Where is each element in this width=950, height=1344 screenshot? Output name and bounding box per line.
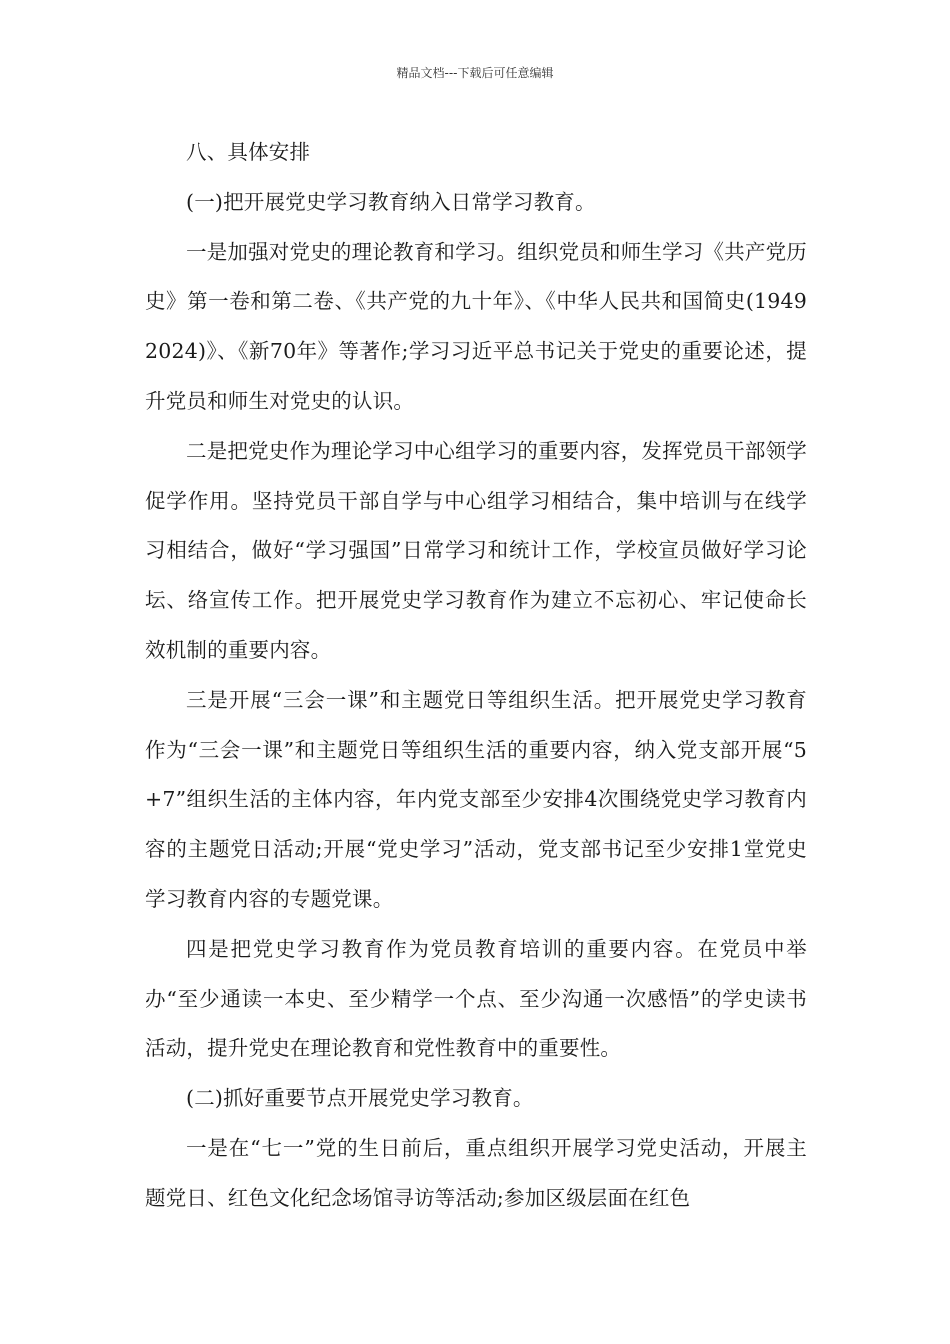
body-paragraph: 二是把党史作为理论学习中心组学习的重要内容，发挥党员干部领学促学作用。坚持党员干部自学与中心组学习相结合，集中培训与在线学习相结合，做好“学习强国”日常学习和统计工作，学校宣员做好学习论坛、络宣传工作。把开展党史学习教育作为建立不忘初心、牢记使命长效机制的重要内容。 (145, 438, 807, 662)
document-body (145, 128, 807, 1224)
body-paragraph: 四是把党史学习教育作为党员教育培训的重要内容。在党员中举办“至少通读一本史、至少精学一个点、至少沟通一次感悟”的学史读书活动，提升党史在理论教育和党性教育中的重要性。 (145, 936, 807, 1061)
body-paragraph: 一是加强对党史的理论教育和学习。组织党员和师生学习《共产党历史》第一卷和第二卷、《共产党的九十年》、《中华人民共和国简史(19492024)》、《新70年》等著作;学习习近平总书记关于党史的重要论述，提升党员和师生对党史的认识。 (145, 239, 807, 413)
subsection-heading: (二)抓好重要节点开展党史学习教育。 (186, 1086, 534, 1111)
page-header: 精品文档---下载后可任意编辑 (396, 66, 554, 80)
body-paragraph: 三是开展“三会一课”和主题党日等组织生活。把开展党史学习教育作为“三会一课”和主题党日等组织生活的重要内容，纳入党支部开展“5+7”组织生活的主体内容，年内党支部至少安排4次围绕党史学习教育内容的主题党日活动;开展“党史学习”活动，党支部书记至少安排1堂党史学习教育内容的专题党课。 (145, 687, 807, 911)
section-heading: 八、具体安排 (186, 140, 311, 164)
body-paragraph: 一是在“七一”党的生日前后，重点组织开展学习党史活动，开展主题党日、红色文化纪念场馆寻访等活动;参加区级层面在红色 (145, 1135, 807, 1210)
subsection-heading: (一)把开展党史学习教育纳入日常学习教育。 (186, 189, 596, 214)
